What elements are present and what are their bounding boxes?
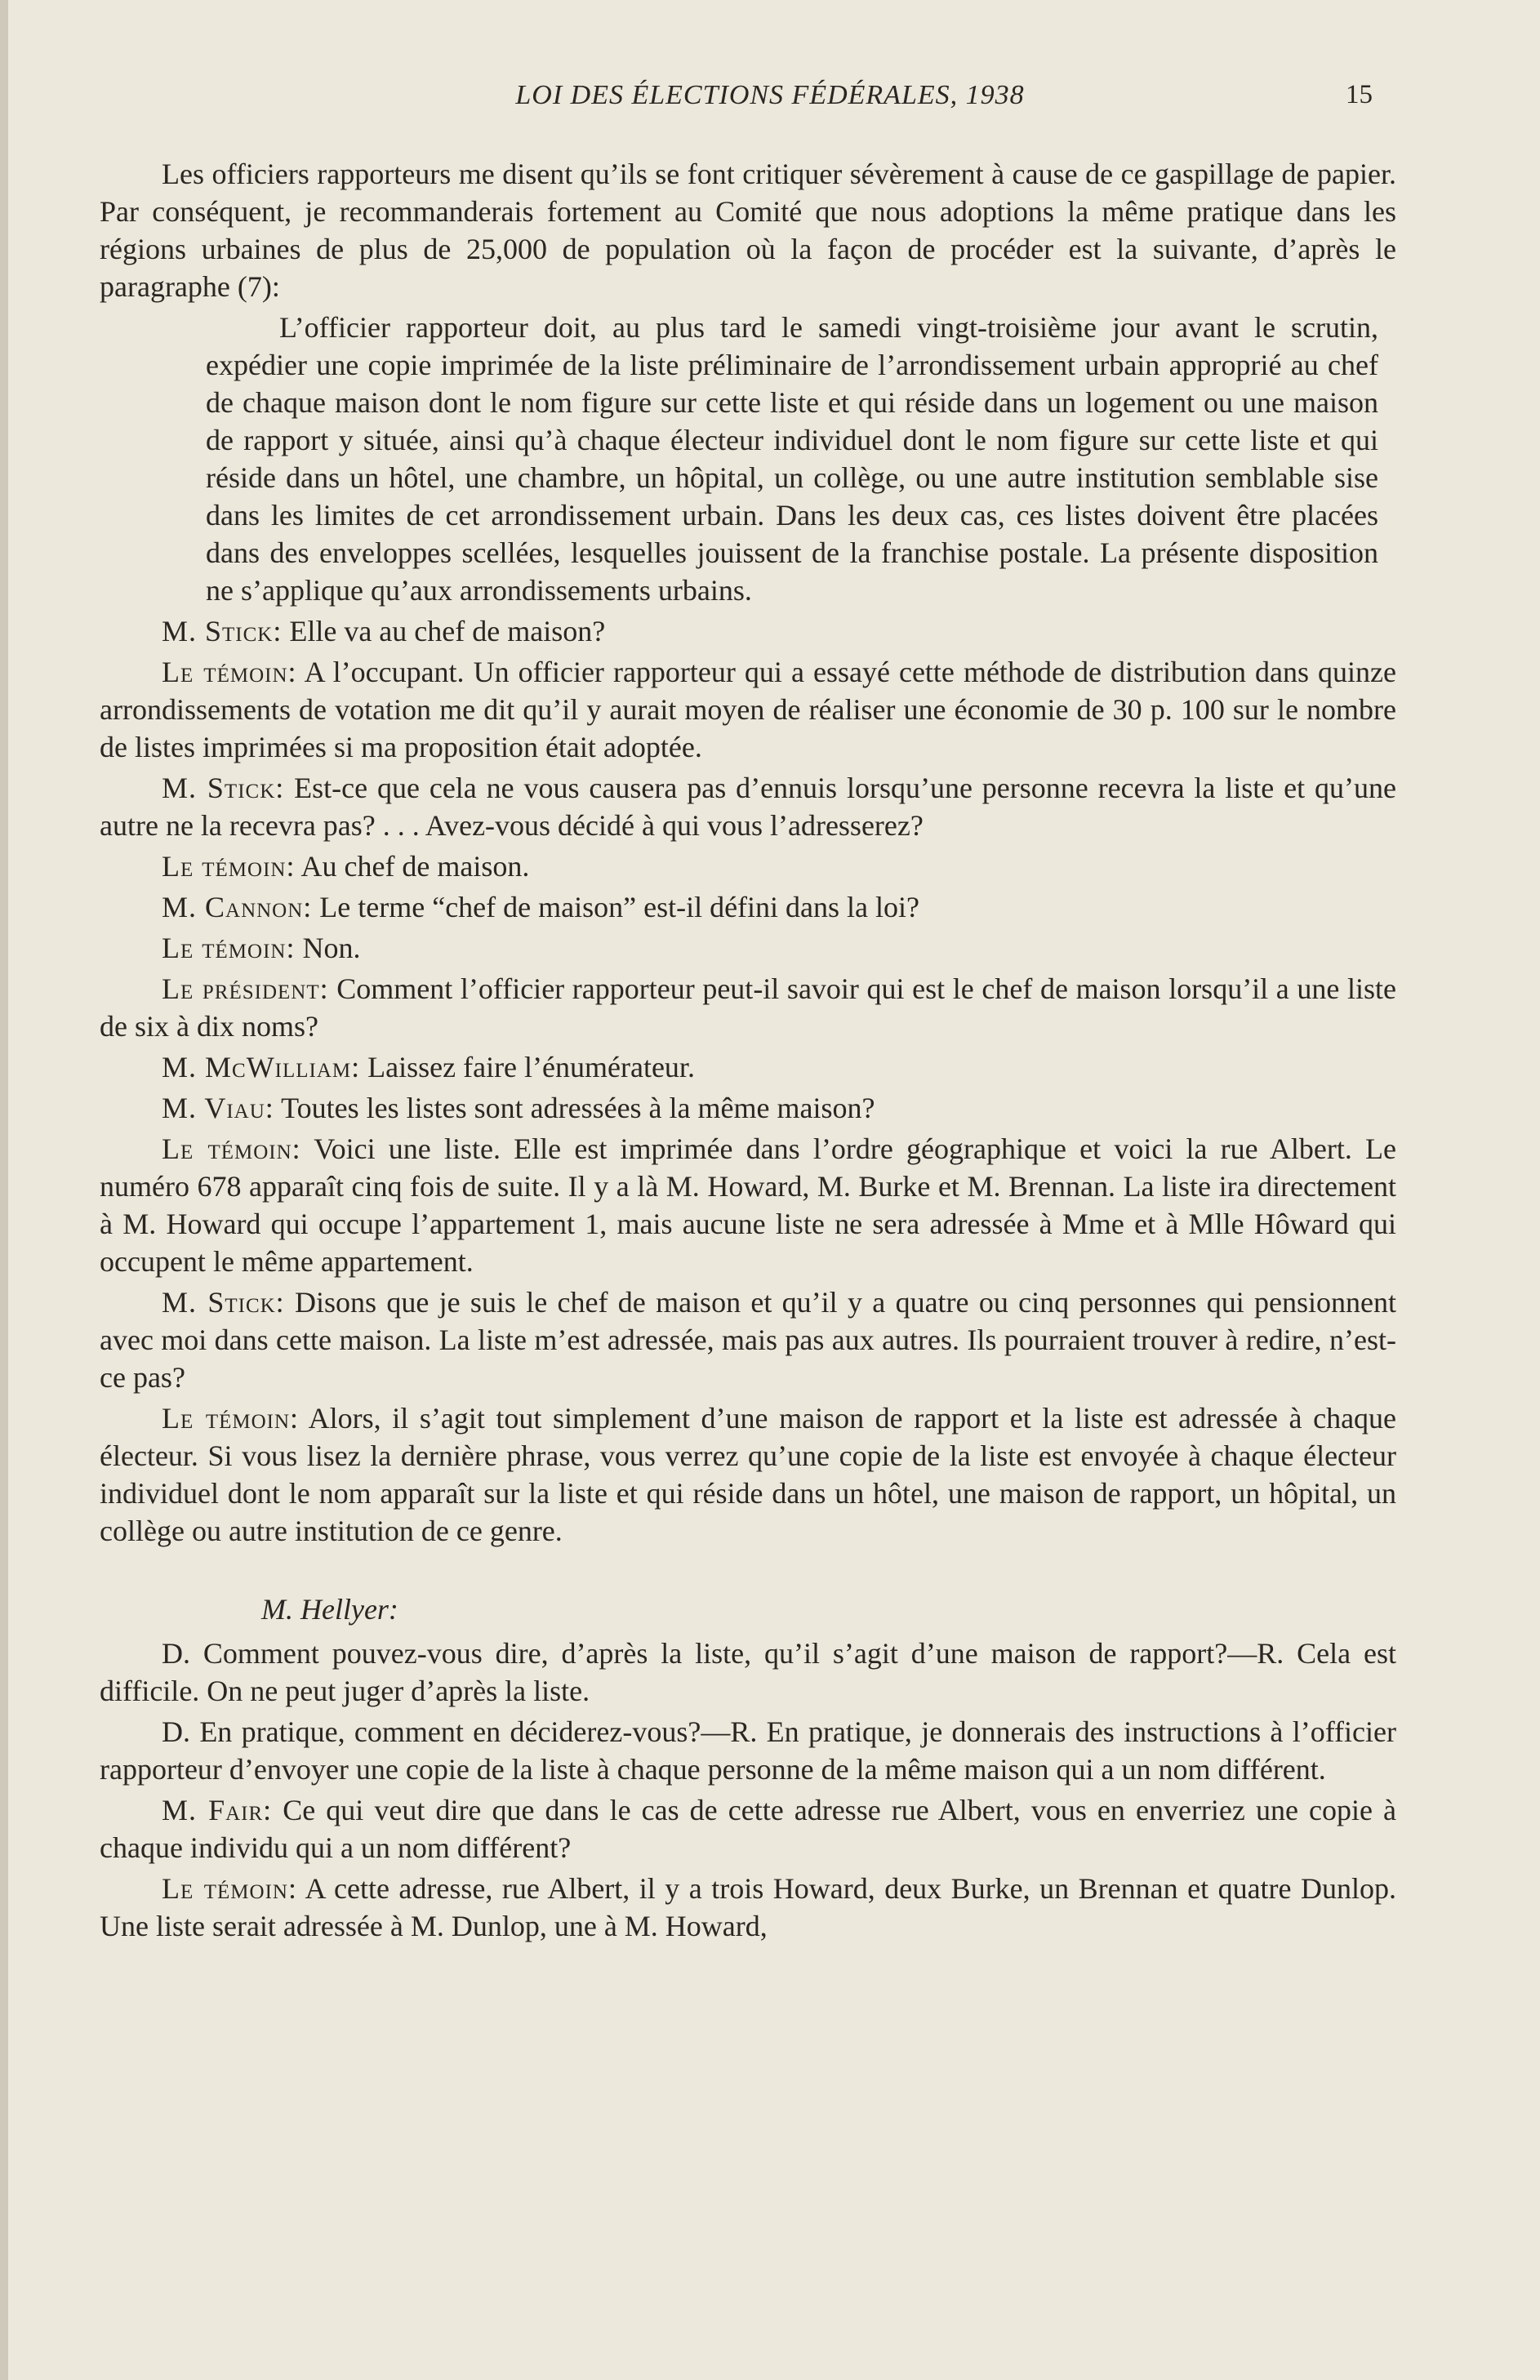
paragraph: M. Viau: Toutes les listes sont adressées à la même maison? <box>162 1092 875 1124</box>
speaker: M. Stick: <box>162 615 283 647</box>
running-title: LOI DES ÉLECTIONS FÉDÉRALES, 1938 <box>515 80 1025 110</box>
paragraph: Le témoin: A l’occupant. Un officier rapporteur qui a essayé cette méthode de distribution dans quinze arrondissements de votation me dit qu’il y aurait moyen de réaliser une économie de 30 p. 100 sur le nombre de listes imprimées si ma proposition était adoptée. <box>100 656 1397 763</box>
page-number: 15 <box>1346 80 1373 109</box>
paragraph: D. Comment pouvez-vous dire, d’après la liste, qu’il s’agit d’une maison de rapport?—R. Cela est difficile. On ne peut juger d’après la liste. <box>100 1637 1396 1707</box>
page-header <box>0 80 1540 121</box>
quoted-statute: L’officier rapporteur doit, au plus tard le samedi vingt-troisième jour avant le scrutin, expédier une copie imprimée de la liste préliminaire de l’arrondissement urbain approprié au chef de chaque maison dont le nom figure sur cette liste et qui réside dans un logement ou une maison de rapport y située, ainsi qu’à chaque électeur individuel dont le nom figure sur cette liste et qui réside dans un hôtel, une chambre, un hôpital, un collège, ou une autre institution semblable sise dans les limites de cet arrondissement urbain. Dans les deux cas, ces listes doivent être placées dans des enveloppes scellées, lesquelles jouissent de la franchise postale. La présente disposition ne s’applique qu’aux arrondissements urbains. <box>206 311 1378 607</box>
speaker: M. Viau: <box>162 1092 274 1124</box>
paragraph: Le témoin: Alors, il s’agit tout simplement d’une maison de rapport et la liste est adressée à chaque électeur. Si vous lisez la dernière phrase, vous verrez qu’une copie de la liste est envoyée à chaque électeur individuel dont le nom apparaît sur la liste et qui réside dans un hôtel, une maison de rapport, un hôpital, un collège ou autre institution de ce genre. <box>100 1402 1397 1547</box>
paragraph: M. Cannon: Le terme “chef de maison” est-il défini dans la loi? <box>162 891 919 923</box>
paragraph: Le président: Comment l’officier rapporteur peut-il savoir qui est le chef de maison lorsqu’il a une liste de six à dix noms? <box>100 972 1397 1043</box>
paragraph: M. McWilliam: Laissez faire l’énumérateur. <box>162 1051 695 1083</box>
speaker: M. Stick: <box>162 1286 285 1319</box>
paragraph: M. Stick: Disons que je suis le chef de maison et qu’il y a quatre ou cinq personnes qui pensionnent avec moi dans cette maison. La liste m’est adressée, mais pas aux autres. Ils pourraient trouver à redire, n’est-ce pas? <box>100 1286 1396 1394</box>
speaker: Le témoin: <box>162 1872 297 1905</box>
speaker: Le témoin: <box>162 656 297 688</box>
paragraph: M. Stick: Elle va au chef de maison? <box>162 615 606 647</box>
speaker: M. McWilliam: <box>162 1051 361 1083</box>
speaker: Le président: <box>162 972 329 1005</box>
speaker: M. Cannon: <box>162 891 313 923</box>
paragraph: M. Fair: Ce qui veut dire que dans le cas de cette adresse rue Albert, vous en enverriez une copie à chaque individu qui a un nom différent? <box>100 1794 1397 1864</box>
speaker: Le témoin: <box>162 1132 301 1165</box>
speaker: Le témoin: <box>162 1402 300 1435</box>
page-body <box>100 155 1396 1948</box>
section-heading: M. Hellyer: <box>261 1593 398 1626</box>
paragraph: D. En pratique, comment en déciderez-vous?—R. En pratique, je donnerais des instructions à l’officier rapporteur d’envoyer une copie de la liste à chaque personne de la même maison qui a un nom différent. <box>100 1715 1396 1786</box>
paragraph: M. Stick: Est-ce que cela ne vous causera pas d’ennuis lorsqu’une personne recevra la liste et qu’une autre ne la recevra pas? . . . Avez-vous décidé à qui vous l’adresserez? <box>100 772 1397 842</box>
speaker: M. Stick: <box>162 772 285 804</box>
paragraph: Le témoin: A cette adresse, rue Albert, il y a trois Howard, deux Burke, un Brennan et quatre Dunlop. Une liste serait adressée à M. Dunlop, une à M. Howard, <box>100 1872 1397 1942</box>
speaker: Le témoin: <box>162 932 296 964</box>
paragraph: Le témoin: Au chef de maison. <box>162 850 530 883</box>
paragraph: Le témoin: Non. <box>162 932 361 964</box>
paragraph: Les officiers rapporteurs me disent qu’ils se font critiquer sévèrement à cause de ce gaspillage de papier. Par conséquent, je recommanderais fortement au Comité que nous adoptions la même pratique dans les régions urbaines de plus de 25,000 de population où la façon de procéder est la suivante, d’après le paragraphe (7): <box>100 158 1396 303</box>
binding-edge <box>0 0 8 2380</box>
speaker: Le témoin: <box>162 850 296 883</box>
speaker: M. Fair: <box>162 1794 273 1826</box>
paragraph: Le témoin: Voici une liste. Elle est imprimée dans l’ordre géographique et voici la rue Albert. Le numéro 678 apparaît cinq fois de suite. Il y a là M. Howard, M. Burke et M. Brennan. La liste ira directement à M. Howard qui occupe l’appartement 1, mais aucune liste ne sera adressée à Mme et à Mlle Hôward qui occupent le même appartement. <box>100 1132 1396 1278</box>
